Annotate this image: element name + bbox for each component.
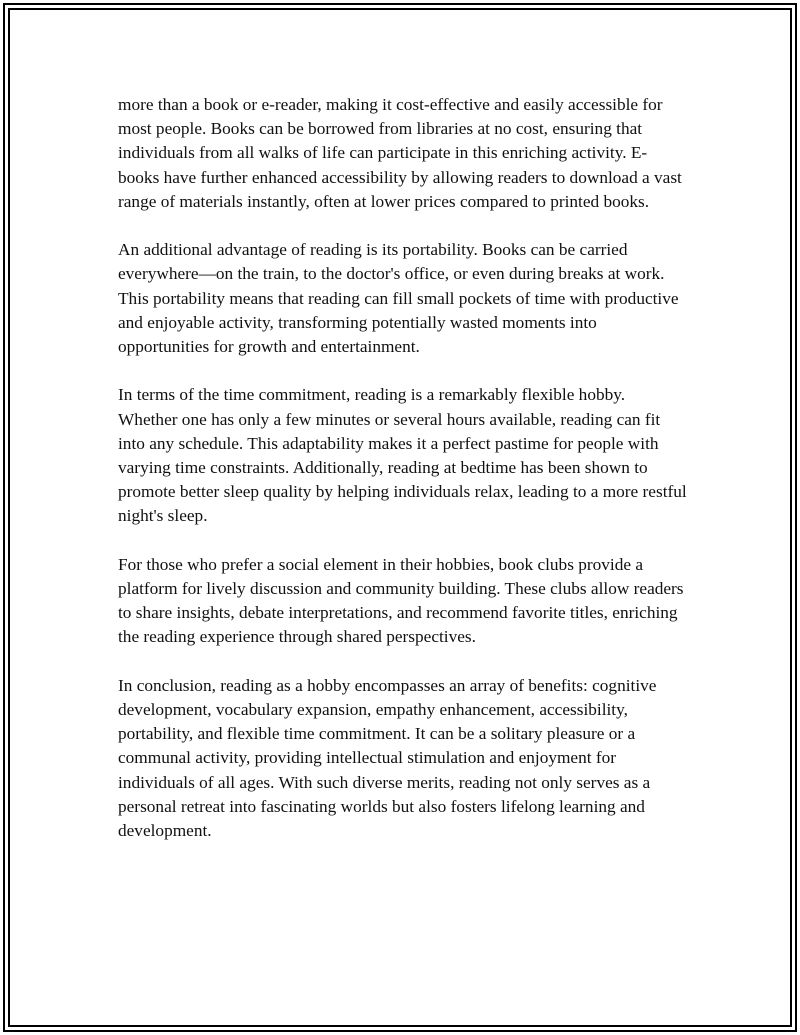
paragraph-book-clubs: For those who prefer a social element in their hobbies, book clubs provide a platform for lively discussion and community building. These clubs allow readers to share insights, debate interpretations, and recommend favorite titles, enriching the reading experience through shared perspectives. xyxy=(118,554,684,647)
paragraph-cost-accessibility: more than a book or e-reader, making it cost-effective and easily accessible for most people. Books can be borrowed from libraries at no cost, ensuring that individuals from all walks of life can participate in this enriching activity. E-books have further enhanced accessibility by allowing readers to download a vast range of materials instantly, often at lower prices compared to printed books. xyxy=(118,95,682,211)
paragraph-portability: An additional advantage of reading is its portability. Books can be carried everywhere—on the train, to the doctor's office, or even during breaks at work. This portability means that reading can fill small pockets of time with productive and enjoyable activity, transforming potentially wasted moments into opportunities for growth and entertainment. xyxy=(118,240,679,357)
paragraph-conclusion: In conclusion, reading as a hobby encompasses an array of benefits: cognitive development, vocabulary expansion, empathy enhancement, accessibility, portability, and flexible time commitment. It can be a solitary pleasure or a communal activity, providing intellectual stimulation and enjoyment for individuals of all ages. With such diverse merits, reading not only serves as a personal retreat into fascinating worlds but also fosters lifelong learning and development. xyxy=(118,675,657,841)
document-body xyxy=(118,93,688,867)
paragraph-time-commitment: In terms of the time commitment, reading is a remarkably flexible hobby. Whether one has only a few minutes or several hours available, reading can fit into any schedule. This adaptability makes it a perfect pastime for people with varying time constraints. Additionally, reading at bedtime has been shown to promote better sleep quality by helping individuals relax, leading to a more restful night's sleep. xyxy=(118,385,687,526)
